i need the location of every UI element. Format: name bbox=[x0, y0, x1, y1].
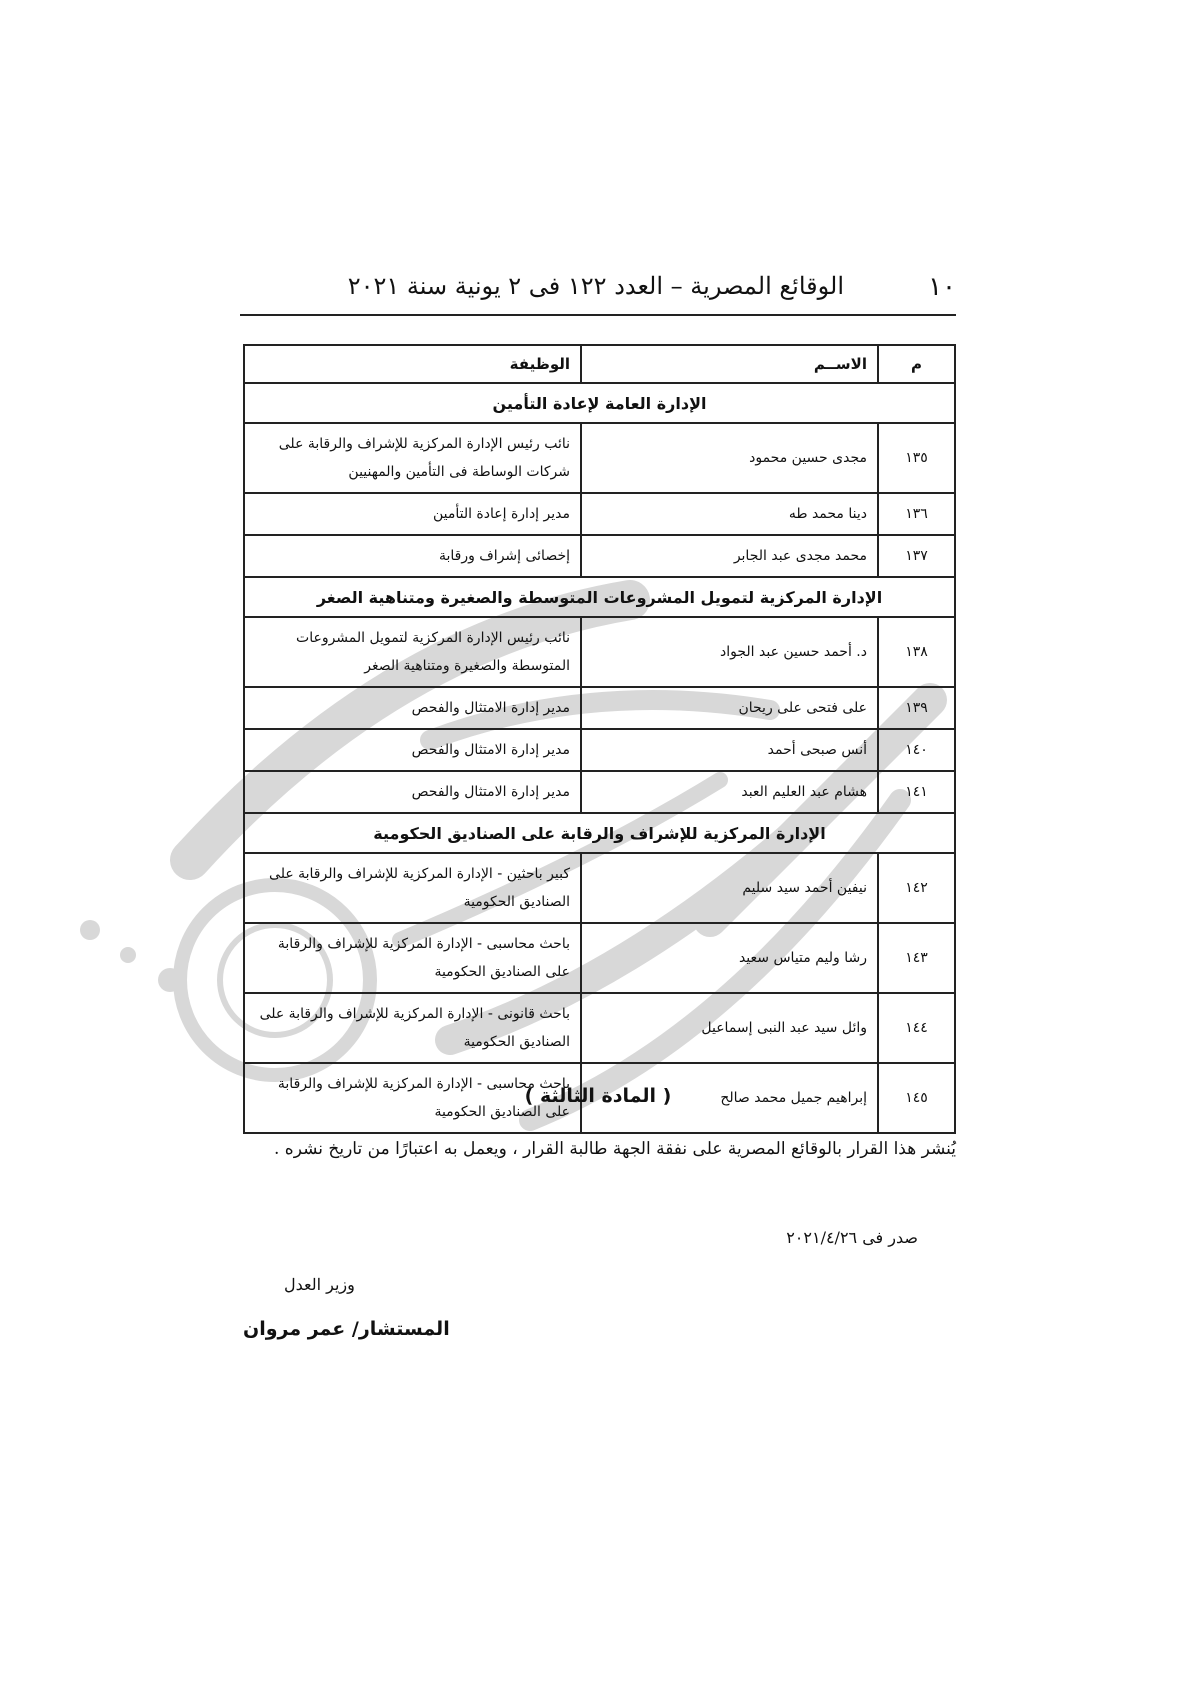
page-header bbox=[240, 270, 956, 316]
table-row bbox=[244, 729, 955, 771]
section-title: الإدارة المركزية لتمويل المشروعات المتوسطة والصغيرة ومتناهية الصغر bbox=[244, 577, 955, 617]
section-title-row bbox=[244, 383, 955, 423]
table-row bbox=[244, 617, 955, 687]
employee-name: مجدى حسين محمود bbox=[581, 423, 878, 493]
section-title: الإدارة العامة لإعادة التأمين bbox=[244, 383, 955, 423]
row-number: ١٣٨ bbox=[878, 617, 955, 687]
table-row bbox=[244, 993, 955, 1063]
row-number: ١٣٩ bbox=[878, 687, 955, 729]
job-title: باحث قانونى - الإدارة المركزية للإشراف والرقابة على الصناديق الحكومية bbox=[244, 993, 581, 1063]
table-row bbox=[244, 423, 955, 493]
article-text: يُنشر هذا القرار بالوقائع المصرية على نفقة الجهة طالبة القرار ، ويعمل به اعتبارًا من تاريخ نشره . bbox=[274, 1139, 956, 1159]
employee-name: دينا محمد طه bbox=[581, 493, 878, 535]
section-title: الإدارة المركزية للإشراف والرقابة على الصناديق الحكومية bbox=[244, 813, 955, 853]
row-number: ١٣٦ bbox=[878, 493, 955, 535]
section-title-row bbox=[244, 813, 955, 853]
issue-date: صدر فى ٢٠٢١/٤/٢٦ bbox=[786, 1228, 918, 1247]
job-title: مدير إدارة الامتثال والفحص bbox=[244, 771, 581, 813]
employee-name: إبراهيم جميل محمد صالح bbox=[581, 1063, 878, 1133]
job-title: مدير إدارة الامتثال والفحص bbox=[244, 729, 581, 771]
job-title: نائب رئيس الإدارة المركزية لتمويل المشروعات المتوسطة والصغيرة ومتناهية الصغر bbox=[244, 617, 581, 687]
row-number: ١٤٣ bbox=[878, 923, 955, 993]
row-number: ١٤٢ bbox=[878, 853, 955, 923]
job-title: مدير إدارة الامتثال والفحص bbox=[244, 687, 581, 729]
job-title: مدير إدارة إعادة التأمين bbox=[244, 493, 581, 535]
employee-name: د. أحمد حسين عبد الجواد bbox=[581, 617, 878, 687]
table-row bbox=[244, 923, 955, 993]
column-header-name: الاســم bbox=[581, 345, 878, 383]
row-number: ١٤١ bbox=[878, 771, 955, 813]
employee-name: هشام عبد العليم العبد bbox=[581, 771, 878, 813]
minister-title: وزير العدل bbox=[284, 1275, 355, 1294]
column-header-number: م bbox=[878, 345, 955, 383]
gazette-header-title: الوقائع المصرية – العدد ١٢٢ فى ٢ يونية سنة ٢٠٢١ bbox=[347, 272, 844, 300]
table-row bbox=[244, 771, 955, 813]
table-row bbox=[244, 535, 955, 577]
row-number: ١٤٤ bbox=[878, 993, 955, 1063]
employee-name: نيفين أحمد سيد سليم bbox=[581, 853, 878, 923]
table-header-row bbox=[244, 345, 955, 383]
row-number: ١٣٧ bbox=[878, 535, 955, 577]
row-number: ١٤٥ bbox=[878, 1063, 955, 1133]
employee-name: على فتحى على ريحان bbox=[581, 687, 878, 729]
column-header-job: الوظيفة bbox=[244, 345, 581, 383]
employee-name: وائل سيد عبد النبى إسماعيل bbox=[581, 993, 878, 1063]
article-title: ( المادة الثالثة ) bbox=[524, 1085, 672, 1107]
job-title: نائب رئيس الإدارة المركزية للإشراف والرقابة على شركات الوساطة فى التأمين والمهنيين bbox=[244, 423, 581, 493]
page-number: ١٠ bbox=[928, 272, 956, 302]
section-title-row bbox=[244, 577, 955, 617]
table-row bbox=[244, 493, 955, 535]
table-row bbox=[244, 853, 955, 923]
employee-name: أنس صبحى أحمد bbox=[581, 729, 878, 771]
employee-name: محمد مجدى عبد الجابر bbox=[581, 535, 878, 577]
job-title: باحث محاسبى - الإدارة المركزية للإشراف والرقابة على الصناديق الحكومية bbox=[244, 1063, 581, 1133]
row-number: ١٣٥ bbox=[878, 423, 955, 493]
signature-name: المستشار/ عمر مروان bbox=[243, 1318, 450, 1340]
employee-name: رشا وليم متياس سعيد bbox=[581, 923, 878, 993]
row-number: ١٤٠ bbox=[878, 729, 955, 771]
table-row bbox=[244, 687, 955, 729]
job-title: باحث محاسبى - الإدارة المركزية للإشراف والرقابة على الصناديق الحكومية bbox=[244, 923, 581, 993]
job-title: كبير باحثين - الإدارة المركزية للإشراف والرقابة على الصناديق الحكومية bbox=[244, 853, 581, 923]
employees-table bbox=[243, 344, 956, 1134]
job-title: إخصائى إشراف ورقابة bbox=[244, 535, 581, 577]
